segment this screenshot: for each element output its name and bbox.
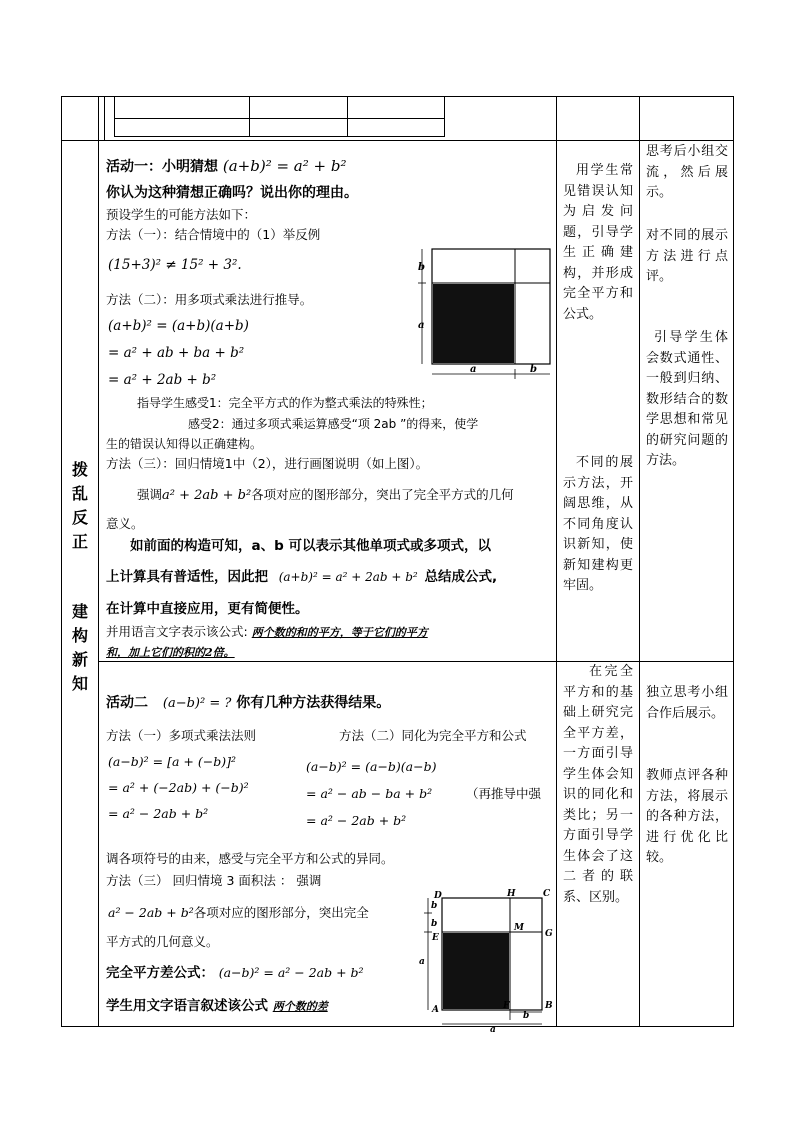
- activity2-m2-note-cont: 调各项符号的由来，感受与完全平方和公式的异同。: [106, 851, 394, 866]
- formula-a-minus-b: (a−b)² = a² − 2ab + b²: [218, 965, 364, 980]
- inner-table-line: [114, 136, 445, 137]
- activity1-emphasis-cont: 意义。: [106, 516, 144, 531]
- figure-square-a-plus-b: [412, 246, 554, 382]
- table-col-divider-1b: [104, 96, 105, 141]
- activity1-general2: [106, 568, 497, 586]
- fig2-label-G: G: [545, 929, 553, 939]
- fig2-label-H: H: [507, 889, 516, 899]
- words2-pre: 学生用文字语言叙述该公式: [106, 998, 268, 1014]
- table-border-row1: [61, 140, 734, 141]
- activity1-feel2: 感受2：通过多项式乘运算感受“项 2ab ”的得来，使学: [188, 417, 479, 431]
- stage-char: 正: [71, 532, 88, 551]
- handwritten-words-2: 和，加上它们的积的2倍。: [106, 646, 235, 659]
- activity2-m1-line3: = a² − 2ab + b²: [108, 806, 209, 821]
- activity1-emphasis: [137, 486, 514, 505]
- fig2-label-b1: b: [431, 901, 438, 911]
- activity1-words-cont: [106, 643, 235, 662]
- fig2-label-b3: b: [523, 1011, 530, 1021]
- intent2-p1: 在完全平方和的基础上研究完全平方差，一方面引导学生体会知识的同化和类比；另一方面引导学生体会了这二者的联系、区别。: [563, 664, 633, 905]
- activity1-feel1: 指导学生感受1：完全平方式的作为整式乘法的特殊性；: [137, 396, 433, 410]
- teacher1-p1: 思考后小组交流，然后展示。: [646, 144, 728, 200]
- inner-table-line: [444, 96, 445, 137]
- fig2-label-a2: a: [490, 1025, 496, 1034]
- fig2-label-D: D: [434, 891, 442, 901]
- activity2-title-pre: 活动二: [106, 695, 148, 711]
- activity2-method3-label: 方法（三） 回归情境 3 面积法 ： 强调: [106, 873, 322, 888]
- stage-char: 建: [71, 602, 88, 621]
- fig2-label-b2: b: [431, 919, 438, 929]
- fig1-a-squared-region: [433, 284, 514, 363]
- activity2-m1-line1: (a−b)² = [a + (−b)]²: [108, 754, 236, 769]
- stage-char: 新: [71, 650, 88, 669]
- activity1-method1-formula: (15+3)² ≠ 15² + 3².: [108, 257, 242, 273]
- fig1-label-a-bottom: a: [470, 364, 477, 375]
- activity2-method2-label: 方法（二）同化为完全平方和公式: [339, 728, 527, 743]
- teacher1-p2: 对不同的展示方法进行点评。: [646, 228, 728, 284]
- activity2-m2-line3: = a² − 2ab + b²: [306, 813, 407, 828]
- m3-formula: a² − 2ab + b²: [108, 905, 194, 920]
- activity2-title-post: 你有几种方法获得结果。: [236, 695, 391, 711]
- emph-post: 各项对应的图形部分，突出了完全平方式的几何: [251, 487, 514, 502]
- fig2-shaded-region: [443, 933, 509, 1009]
- activity1-method1: 方法（一）：结合情境中的（1）举反例: [106, 227, 321, 242]
- m3-post: 各项对应的图形部分，突出完全: [193, 905, 369, 920]
- activity1-title: [106, 157, 347, 176]
- handwritten-words-3: 两个数的差: [272, 1000, 328, 1013]
- activity1-general1: 如前面的构造可知，a、b 可以表示其他单项式或多项式，以: [130, 538, 491, 554]
- activity1-method2-line1: (a+b)² = (a+b)(a+b): [108, 318, 249, 334]
- stage-char: 乱: [71, 484, 88, 503]
- activity2-m3-cont: 平方式的几何意义。: [106, 934, 219, 949]
- table-border-bottom: [61, 1026, 734, 1027]
- fig1-label-b-side: b: [418, 262, 425, 273]
- activity1-method2-line3: = a² + 2ab + b²: [108, 372, 217, 388]
- table-border-top: [61, 96, 734, 97]
- intent1-p1: 用学生常见错误认知为启发问题，引导学生正确建构，并形成完全平方和公式。: [563, 163, 633, 322]
- general2-formula: (a+b)² = a² + 2ab + b²: [278, 570, 418, 584]
- stage-char: 拨: [71, 460, 88, 479]
- inner-table-line: [249, 96, 250, 137]
- stage-char: 构: [71, 626, 88, 645]
- fig2-label-M: M: [514, 923, 524, 933]
- teacher1-p3: 引导学生体会数式通性、一般到归纳、数形结合的数学思想和常见的研究问题的方法。: [646, 330, 728, 468]
- general2-pre: 上计算具有普适性，因此把: [106, 569, 268, 585]
- fig1-label-b-bottom: b: [530, 364, 537, 375]
- fig2-label-B: B: [545, 1001, 553, 1011]
- general2-post: 总结成公式,: [424, 569, 498, 585]
- stage-char: 知: [71, 674, 88, 693]
- fig2-label-A: A: [432, 1005, 439, 1015]
- activity1-title-text: 活动一：小明猜想: [106, 159, 218, 175]
- fig2-label-C: C: [543, 889, 551, 899]
- activity2-formula: [106, 964, 364, 982]
- teacher2-p2: 教师点评各种方法，将展示的各种方法，进行优化比较。: [646, 768, 728, 865]
- fig2-label-F: F: [503, 1001, 510, 1011]
- activity1-words: [106, 623, 428, 642]
- activity2-title-formula: (a−b)² = ?: [162, 696, 232, 711]
- table-col-divider-2: [556, 96, 557, 1027]
- stage-label-part1: [70, 458, 90, 554]
- inner-table-line: [114, 96, 115, 137]
- activity1-method2-line2: = a² + ab + ba + b²: [108, 345, 245, 361]
- teacher2-p1: 独立思考小组合作后展示。: [646, 685, 728, 721]
- table-border-right: [733, 96, 734, 1027]
- emph-formula: a² + 2ab + b²: [162, 488, 252, 503]
- activity1-general3: 在计算中直接应用，更有简便性。: [106, 601, 309, 617]
- stage-char: 反: [71, 508, 88, 527]
- activity1-question: 你认为这种猜想正确吗？说出你的理由。: [106, 185, 358, 201]
- handwritten-words-1: 两个数的和的平方，等于它们的平方: [251, 626, 428, 639]
- activity2-words: [106, 997, 328, 1016]
- emph-pre: 强调: [137, 487, 163, 502]
- activity1-method2: 方法（二）：用多项式乘法进行推导。: [106, 292, 313, 307]
- activity1-preset: 预设学生的可能方法如下：: [106, 207, 257, 222]
- fig1-label-a-side: a: [418, 320, 425, 331]
- fig2-label-a1: a: [419, 957, 425, 967]
- activity2-m2-line2: = a² − ab − ba + b²: [306, 786, 433, 801]
- words-pre: 并用语言文字表示该公式:: [106, 624, 248, 639]
- table-col-divider-1: [98, 96, 99, 1027]
- stage-label-part2: [70, 600, 90, 696]
- table-col-divider-3: [639, 96, 640, 1027]
- activity2-m2-note: （再推导中强: [466, 786, 542, 801]
- activity2-m1-line2: = a² + (−2ab) + (−b)²: [108, 780, 249, 795]
- inner-table-line: [114, 118, 445, 119]
- activity2-title: [106, 694, 390, 713]
- fig2-label-E: E: [432, 933, 439, 943]
- activity2-m3-emphasis: [108, 904, 369, 922]
- intent1-p2: 不同的展示方法，开阔思维，从不同角度认识新知，使新知建构更牢固。: [563, 455, 633, 593]
- figure-square-a-minus-b: [410, 888, 556, 1034]
- formula-label: 完全平方差公式：: [106, 965, 214, 981]
- activity1-feel2-cont: 生的错误认知得以正确建构。: [106, 437, 263, 451]
- activity1-title-formula: (a+b)² = a² + b²: [222, 157, 347, 175]
- activity2-m2-line1: (a−b)² = (a−b)(a−b): [306, 759, 437, 774]
- activity2-method1-label: 方法（一）多项式乘法法则: [106, 728, 257, 743]
- table-border-left: [61, 96, 62, 1027]
- activity1-method3: 方法（三）：回归情境1中（2），进行画图说明（如上图）。: [106, 456, 429, 471]
- inner-table-line: [347, 96, 348, 137]
